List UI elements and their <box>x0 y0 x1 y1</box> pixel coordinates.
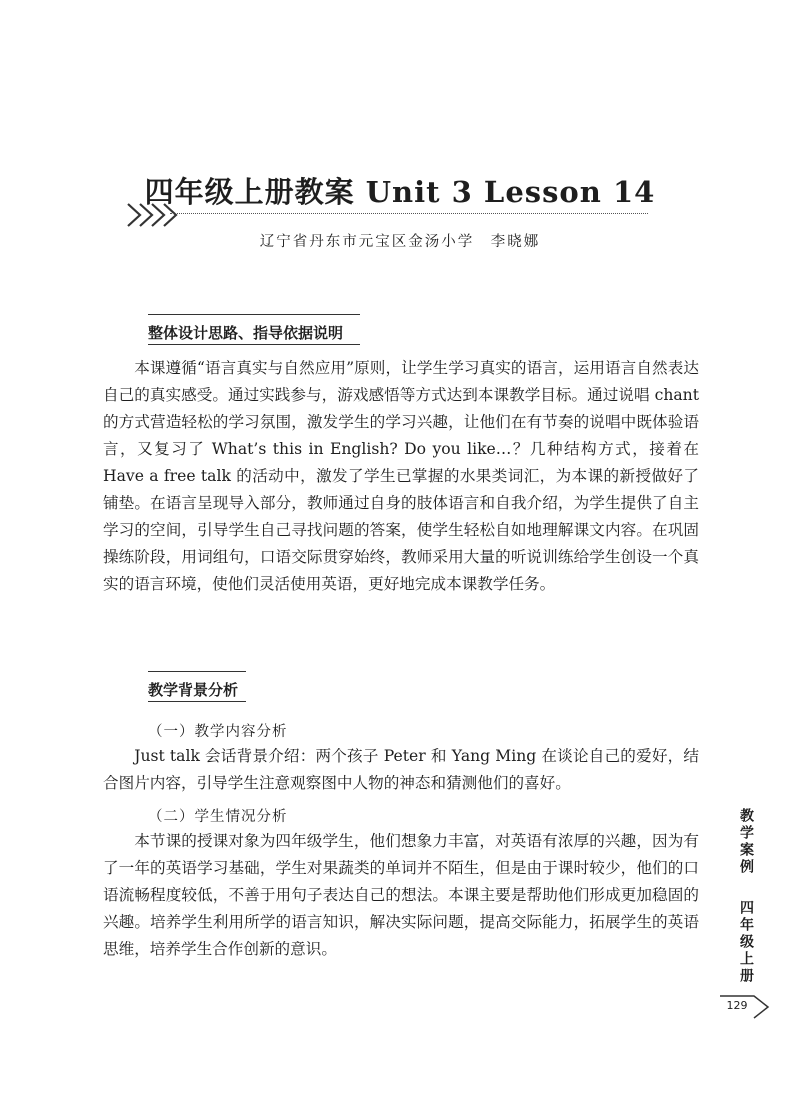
page-title: 四年级上册教案 Unit 3 Lesson 14 <box>144 175 656 209</box>
subheading-student-analysis: （二）学生情况分析 <box>148 809 288 825</box>
design-paragraph: 本课遵循“语言真实与自然应用”原则，让学生学习真实的语言，运用语言自然表达自己的真实感受。通过实践参与，游戏感悟等方式达到本课教学目标。通过说唱 chant 的方式营造轻松的学习氛围，激发学生的学习兴趣，让他们在有节奏的说唱中既体验语言，又复习了 What’s this in English? Do you like…？几种结构方式，接着在 Have a free talk 的活动中，激发了学生已掌握的水果类词汇，为本课的新授做好了铺垫。在语言呈现导入部分，教师通过自身的肢体语言和自我介绍，为学生提供了自主学习的空间，引导学生自己寻找问题的答案，使学生轻松自如地理解课文内容。在巩固操练阶段，用词组句，口语交际贯穿始终，教师采用大量的听说训练给学生创设一个真实的语言环境，使他们灵活使用英语，更好地完成本课教学任务。 <box>103 359 699 593</box>
student-analysis-paragraph: 本节课的授课对象为四年级学生，他们想象力丰富，对英语有浓厚的兴趣，因为有了一年的英语学习基础，学生对果蔬类的单词并不陌生，但是由于课时较少，他们的口语流畅程度较低，不善于用句子表达自己的想法。本课主要是帮助他们形成更加稳固的兴趣。培养学生利用所学的语言知识，解决实际问题，提高交际能力，拓展学生的英语思维，培养学生合作创新的意识。 <box>103 832 699 958</box>
section-divider <box>148 314 360 315</box>
title-divider <box>170 213 648 214</box>
page-number: 129 <box>726 999 748 1012</box>
author-line: 辽宁省丹东市元宝区金汤小学 李晓娜 <box>259 234 541 250</box>
section-divider <box>148 671 246 672</box>
section-divider <box>148 344 360 345</box>
section-heading-design: 整体设计思路、指导依据说明 <box>148 324 344 342</box>
side-tab-category: 教学案例 <box>738 808 754 876</box>
section-divider <box>148 701 246 702</box>
subheading-content-analysis: （一）教学内容分析 <box>148 724 288 740</box>
section-heading-background: 教学背景分析 <box>148 681 239 699</box>
chevron-arrows-icon <box>124 200 180 230</box>
content-analysis-paragraph: Just talk 会话背景介绍：两个孩子 Peter 和 Yang Ming 在谈论自己的爱好，结合图片内容，引导学生注意观察图中人物的神态和猜测他们的喜好。 <box>103 747 699 792</box>
side-tab-grade: 四年级上册 <box>738 900 754 985</box>
